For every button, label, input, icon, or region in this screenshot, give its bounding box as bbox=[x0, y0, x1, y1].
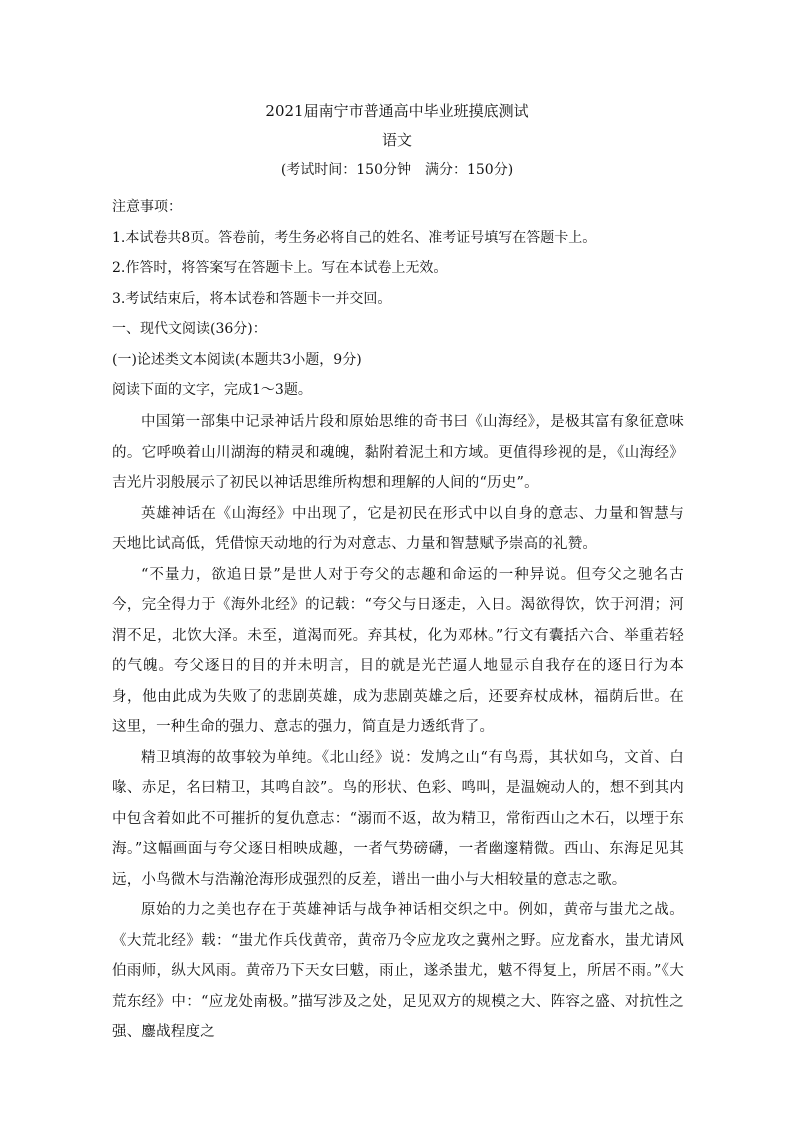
passage-paragraph: 原始的力之美也存在于英雄神话与战争神话相交织之中。例如，黄帝与蚩尤之战。《大荒北经》载：“蚩尤作兵伐黄帝，黄帝乃令应龙攻之冀州之野。应龙畜水，蚩尤请风伯雨师，纵大风雨。黄帝乃下天女曰魃，雨止，遂杀蚩尤，魃不得复上，所居不雨。”《大荒东经》中：“应龙处南极。”描写涉及之处，足见双方的规模之大、阵容之盛、对抗性之强、鏖战程度之 bbox=[112, 902, 684, 1040]
exam-notes bbox=[112, 192, 692, 406]
section-heading: 一、现代文阅读(36分)： bbox=[112, 321, 267, 337]
passage-paragraph: 英雄神话在《山海经》中出现了，它是初民在形式中以自身的意志、力量和智慧与天地比试高低，凭借惊天动地的行为对意志、力量和智慧赋予崇高的礼赞。 bbox=[112, 505, 684, 552]
reading-instruction: 阅读下面的文字，完成1～3题。 bbox=[112, 382, 312, 398]
reading-passage bbox=[112, 407, 684, 1048]
notes-item: 1.本试卷共8页。答卷前，考生务必将自己的姓名、准考证号填写在答题卡上。 bbox=[112, 229, 597, 246]
notes-item: 2.作答时，将答案写在答题卡上。写在本试卷上无效。 bbox=[112, 260, 448, 276]
subsection-heading: (一)论述类文本阅读(本题共3小题，9分) bbox=[112, 351, 362, 368]
exam-time-score: (考试时间：150分钟 满分：150分) bbox=[280, 162, 514, 178]
exam-title: 2021届南宁市普通高中毕业班摸底测试 bbox=[265, 102, 529, 120]
notes-item: 3.考试结束后，将本试卷和答题卡一并交回。 bbox=[112, 290, 392, 307]
exam-subject: 语文 bbox=[381, 131, 412, 149]
notes-heading: 注意事项： bbox=[112, 199, 182, 215]
passage-paragraph: 精卫填海的故事较为单纯。《北山经》说：发鸠之山“有鸟焉，其状如乌，文首、白喙、赤足，名曰精卫，其鸣自詨”。鸟的形状、色彩、鸣叫，是温婉动人的，想不到其内中包含着如此不可摧折的复仇意志：“溺而不返，故为精卫，常衔西山之木石，以堙于东海。”这幅画面与夸父逐日相映成趣，一者气势磅礴，一者幽邃精微。西山、东海足见其远，小鸟微木与浩瀚沧海形成强烈的反差，谱出一曲小与大相较量的意志之歌。 bbox=[112, 749, 684, 888]
passage-paragraph: 中国第一部集中记录神话片段和原始思维的奇书曰《山海经》，是极其富有象征意味的。它呼唤着山川湖海的精灵和魂魄，黏附着泥土和方域。更值得珍视的是，《山海经》吉光片羽般展示了初民以神话思维所构想和理解的人间的“历史”。 bbox=[112, 414, 684, 491]
passage-paragraph: “不量力，欲追日景”是世人对于夸父的志趣和命运的一种异说。但夸父之驰名古今，完全得力于《海外北经》的记载：“夸父与日逐走，入日。渴欲得饮，饮于河渭；河渭不足，北饮大泽。未至，道渴而死。弃其杖，化为邓林。”行文有囊括六合、举重若轻的气魄。夸父逐日的目的并未明言，目的就是光芒逼人地显示自我存在的逐日行为本身，他由此成为失败了的悲剧英雄，成为悲剧英雄之后，还要弃杖成林，福荫后世。在这里，一种生命的强力、意志的强力，简直是力透纸背了。 bbox=[112, 566, 684, 735]
exam-header bbox=[0, 98, 794, 184]
